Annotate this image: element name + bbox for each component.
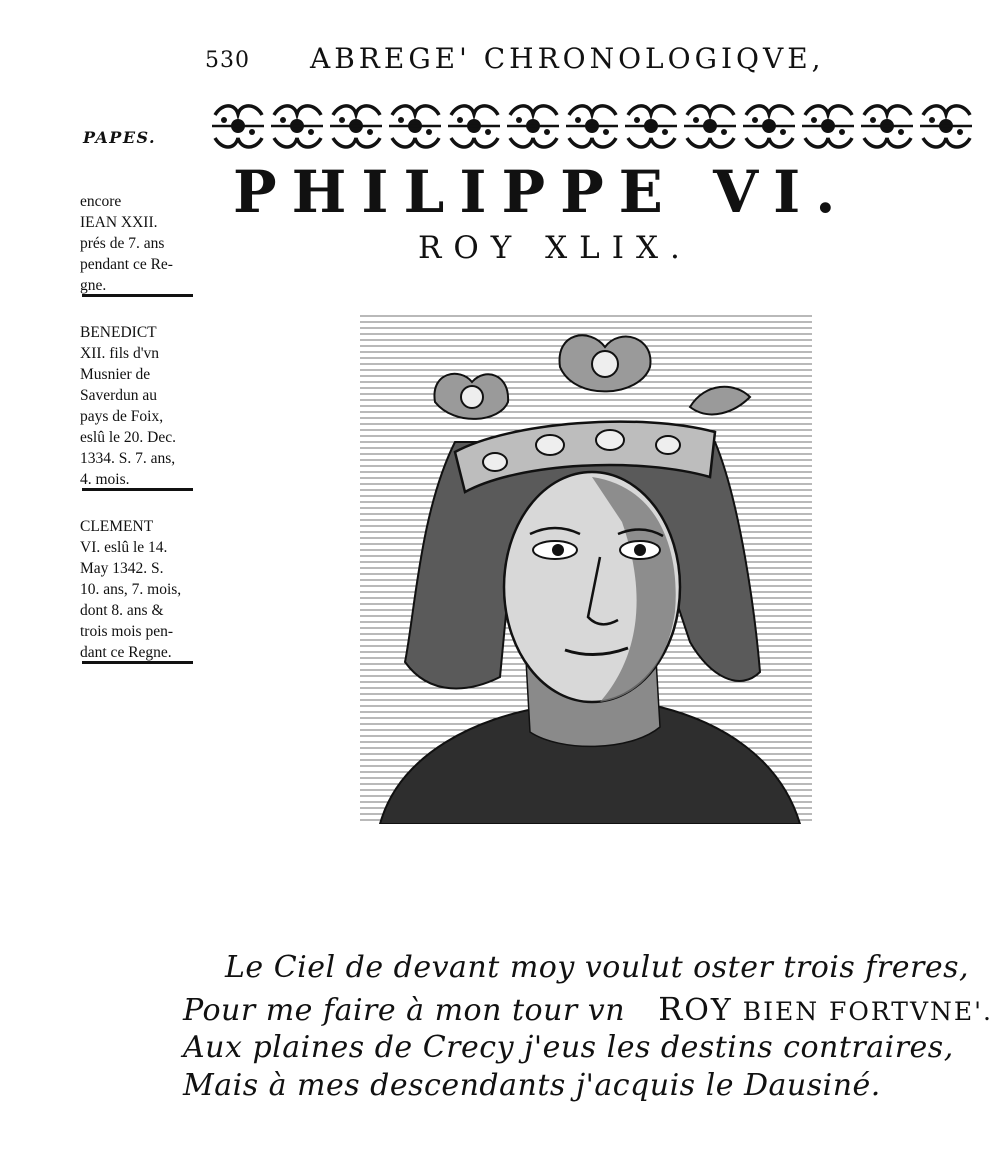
ornament-motif-icon (625, 106, 677, 147)
side-note-benedict-xii: BENEDICT XII. fils d'vn Musnier de Saverdun au pays de Foix, eslû le 20. Dec. 1334. S. 7. ans, 4. mois. (80, 324, 176, 488)
ornament-motif-icon (861, 106, 913, 147)
ornament-motif-icon (566, 106, 618, 147)
ornament-motif-icon (389, 106, 441, 147)
ornament-motif-icon (271, 106, 323, 147)
king-number: ROY XLIX. (418, 230, 692, 266)
side-divider (82, 294, 193, 297)
verse-line-2-start: Pour me faire à mon tour vn (183, 993, 626, 1028)
page-number: 530 (205, 48, 250, 73)
side-divider (82, 661, 193, 664)
verse-line-3: Aux plaines de Crecy j'eus les destins contraires, (183, 1030, 954, 1065)
ornament-motif-icon (507, 106, 559, 147)
side-divider (82, 488, 193, 491)
portrait-engraving (360, 312, 812, 824)
ornament-band-icon (200, 100, 980, 152)
ornament-motif-icon (802, 106, 854, 147)
side-note-clement-vi: CLEMENT VI. eslû le 14. May 1342. S. 10. ans, 7. mois, dont 8. ans & trois mois pen- dant ce Regne. (80, 518, 182, 661)
ornament-motif-icon (684, 106, 736, 147)
side-note-jean-xxii: encore IEAN XXII. prés de 7. ans pendant ce Re- gne. (80, 193, 173, 294)
running-title: ABREGE' CHRONOLOGIQVE, (310, 42, 825, 75)
ornament-motif-icon (212, 106, 264, 147)
ornament-motif-icon (920, 106, 972, 147)
verse-line-1: Le Ciel de devant moy voulut oster trois freres, (225, 950, 970, 985)
king-name: PHILIPPE VI. (233, 158, 851, 226)
ornament-motif-icon (743, 106, 795, 147)
side-heading: PAPES. (83, 128, 157, 147)
ornament-motif-icon (330, 106, 382, 147)
verse-line-4: Mais à mes descendants j'acquis le Dausiné. (183, 1068, 881, 1103)
ornament-motif-icon (448, 106, 500, 147)
verse-line-2-end: BIEN FORTVNE'. (742, 997, 993, 1026)
verse-line-2 (183, 990, 993, 1028)
verse-line-2-roy: ROY (658, 990, 733, 1028)
